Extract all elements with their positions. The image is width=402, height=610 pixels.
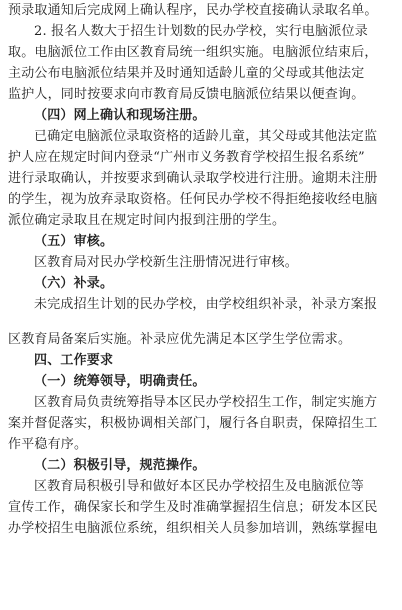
section-heading: （五）审核。 — [34, 234, 114, 249]
chapter-heading: 四、工作要求 — [34, 353, 114, 368]
text-line: 区教育局对民办学校新生注册情况进行审核。 — [34, 255, 299, 270]
text-line: 进行录取确认，并按要求到确认录取学校进行注册。逾期未注册 — [8, 171, 378, 186]
section-heading: （六）补录。 — [34, 276, 114, 291]
text-line: 已确定电脑派位录取资格的适龄儿童，其父母或其他法定监 — [34, 129, 378, 144]
text-line: 办学校招生电脑派位系统，组织相关人员参加培训，熟练掌握电 — [8, 521, 378, 536]
text-line: 2. 报名人数大于招生计划数的民办学校，实行电脑派位录 — [34, 24, 368, 39]
text-line: 区教育局备案后实施。补录应优先满足本区学生学位需求。 — [8, 332, 352, 347]
text-line: 监护人，同时按要求向市教育局反馈电脑派位结果以便查询。 — [8, 87, 365, 102]
text-line: 作平稳有序。 — [8, 437, 88, 452]
section-heading: （一）统筹领导，明确责任。 — [34, 374, 206, 389]
text-line: 未完成招生计划的民办学校，由学校组织补录，补录方案报 — [34, 297, 378, 312]
text-line: 护人应在规定时间内登录“广州市义务教育学校招生报名系统” — [8, 150, 365, 165]
section-heading: （二）积极引导，规范操作。 — [34, 458, 206, 473]
text-line: 预录取通知后完成网上确认程序，民办学校直接确认录取名单。 — [8, 3, 378, 18]
text-line: 取。电脑派位工作由区教育局统一组织实施。电脑派位结束后， — [8, 45, 378, 60]
text-line: 区教育局积极引导和做好本区民办学校招生及电脑派位等 — [34, 479, 365, 494]
text-line: 派位确定录取且在规定时间内报到注册的学生。 — [8, 213, 286, 228]
text-line: 的学生，视为放弃录取资格。任何民办学校不得拒绝接收经电脑 — [8, 192, 378, 207]
section-heading: （四）网上确认和现场注册。 — [34, 108, 206, 123]
text-line: 宣传工作，确保家长和学生及时准确掌握招生信息；研发本区民 — [8, 500, 378, 515]
text-line: 主动公布电脑派位结果并及时通知适龄儿童的父母或其他法定 — [8, 66, 365, 81]
text-line: 案并督促落实，积极协调相关部门，履行各自职责，保障招生工 — [8, 416, 378, 431]
text-line: 区教育局负责统筹指导本区民办学校招生工作，制定实施方 — [34, 395, 378, 410]
page-gap — [8, 315, 396, 329]
